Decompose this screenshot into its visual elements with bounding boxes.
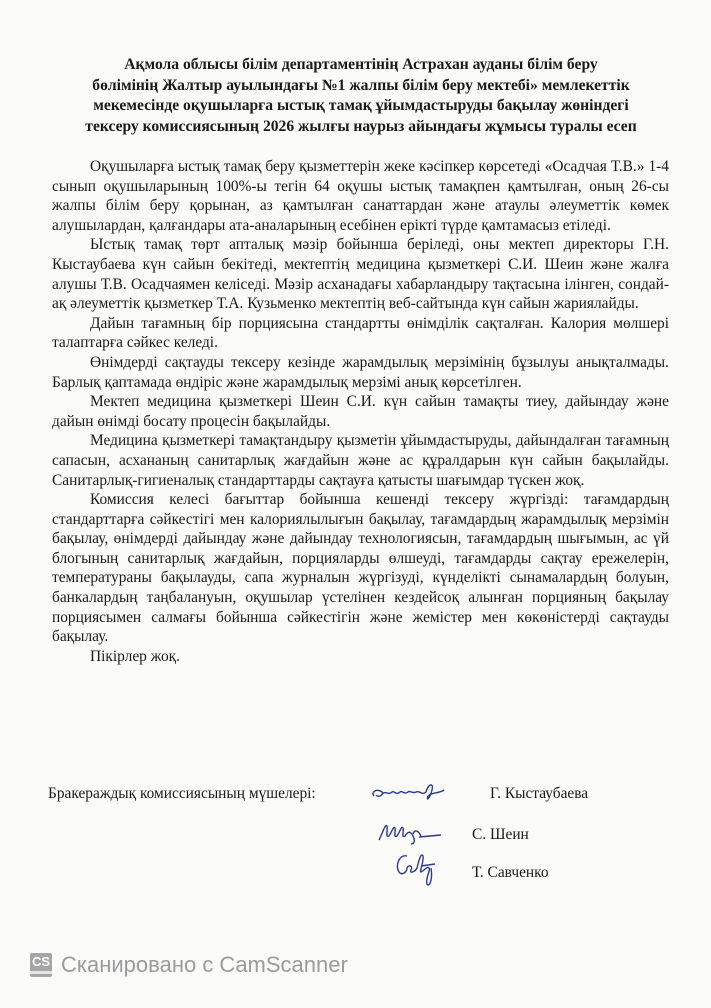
camscanner-logo-icon: CS xyxy=(30,953,52,977)
member-name: Т. Савченко xyxy=(472,864,549,881)
signature-icon xyxy=(375,818,445,846)
title-line: мекемесінде оқушыларға ыстық тамақ ұйымдастыруды бақылау жөніндегі xyxy=(93,97,629,114)
camscanner-watermark xyxy=(30,950,348,980)
commission-members-label: Бракераждық комиссиясының мүшелері: xyxy=(48,785,316,802)
paragraph-menu: Ыстық тамақ төрт апталық мәзір бойынша беріледі, оны мектеп директоры Г.Н. Кыстаубаева күн сайын бекітеді, мектептің медицина қызметкері С.И. Шеин және жалға алушы Т.В. Осадчаямен келіседі. Мәзір асханадағы хабарландыру тақтасына ілінген, сондай-ақ әлеуметтік қызметкер Т.А. Кузьменко мектептің веб-сайтында күн сайын жариялайды. xyxy=(52,236,669,313)
document-body xyxy=(52,157,669,666)
paragraph-medical-control: Мектеп медицина қызметкері Шеин С.И. күн сайын тамақты тиеу, дайындау және дайын өнімді босату процесін бақылайды. xyxy=(52,393,669,430)
member-row xyxy=(0,850,711,880)
member-row xyxy=(0,780,711,810)
signature-icon xyxy=(393,850,437,890)
paragraph-hot-meals-coverage: Оқушыларға ыстық тамақ беру қызметтерін жеке кәсіпкер көрсетеді «Осадчая Т.В.» 1-4 сынып оқушыларының 100%-ы тегін 64 оқушы ыстық тамақпен қамтылған, оның 26-сы жалпы білім беру қорынан, аз қамтылған санаттардан және атаулы әлеуметтік көмек алушылардан, қалғандары ата-аналарының есебінен ерікті түрде қамтамасыз етіледі. xyxy=(52,158,669,234)
paragraph-storage: Өнімдерді сақтауды тексеру кезінде жарамдылық мерзімінің бұзылуы анықталмады. Барлық қаптамада өндіріс және жарамдылық мерзімі анық көрсетілген. xyxy=(52,353,669,391)
member-name: С. Шеин xyxy=(472,826,529,843)
signature-icon xyxy=(368,780,448,808)
member-name: Г. Кыстаубаева xyxy=(490,785,589,802)
title-line: тексеру комиссиясының 2026 жылғы наурыз айындағы жұмысы туралы есеп xyxy=(85,117,637,135)
member-row xyxy=(0,818,711,848)
title-line: бөлімінің Жалтыр ауылындағы №1 жалпы білім беру мектебі» мемлекеттік xyxy=(92,76,630,94)
paragraph-portions: Дайын тағамның бір порциясына стандартты өнімділік сақталған. Калория мөлшері талаптарға сәйкес келеді. xyxy=(52,314,669,352)
document-title xyxy=(46,55,676,137)
paragraph-no-comments: Пікірлер жоқ. xyxy=(90,647,180,665)
watermark-text: Сканировано с CamScanner xyxy=(61,952,348,977)
paragraph-commission-check: Комиссия келесі бағыттар бойынша кешенді тексеру жүргізді: тағамдардың стандарттарға сәйкестігі мен калориялылығын бақылау, тағамдардың жарамдылық мерзімін бақылау, өнімдерді дайындау және дайындау технологиясын, тағамдардың шығымын, ас үй блогының санитарлық жағдайын, порцияларды өлшеуді, тағамдарды сақтау ережелерін, температураны бақылауды, сапа журналын жүргізуді, күнделікті сынамалардың болуын, банкалардың таңбалануын, оқушылар үстелінен кездейсоқ алынған порцияның бақылау порциясымен салмағы бойынша сәйкестігін және жемістер мен көкөністерді сақтауды бақылау. xyxy=(52,491,669,646)
paragraph-sanitary: Медицина қызметкері тамақтандыру қызметін ұйымдастыруды, дайындалған тағамның сапасын, асхананың санитарлық жағдайын және ас құралдарын күн сайын бақылайды. Санитарлық-гигиеналық стандарттарды сақтауға қатысты шағымдар түскен жоқ. xyxy=(52,432,669,489)
title-line: Ақмола облысы білім департаментінің Астрахан ауданы білім беру xyxy=(124,56,598,73)
